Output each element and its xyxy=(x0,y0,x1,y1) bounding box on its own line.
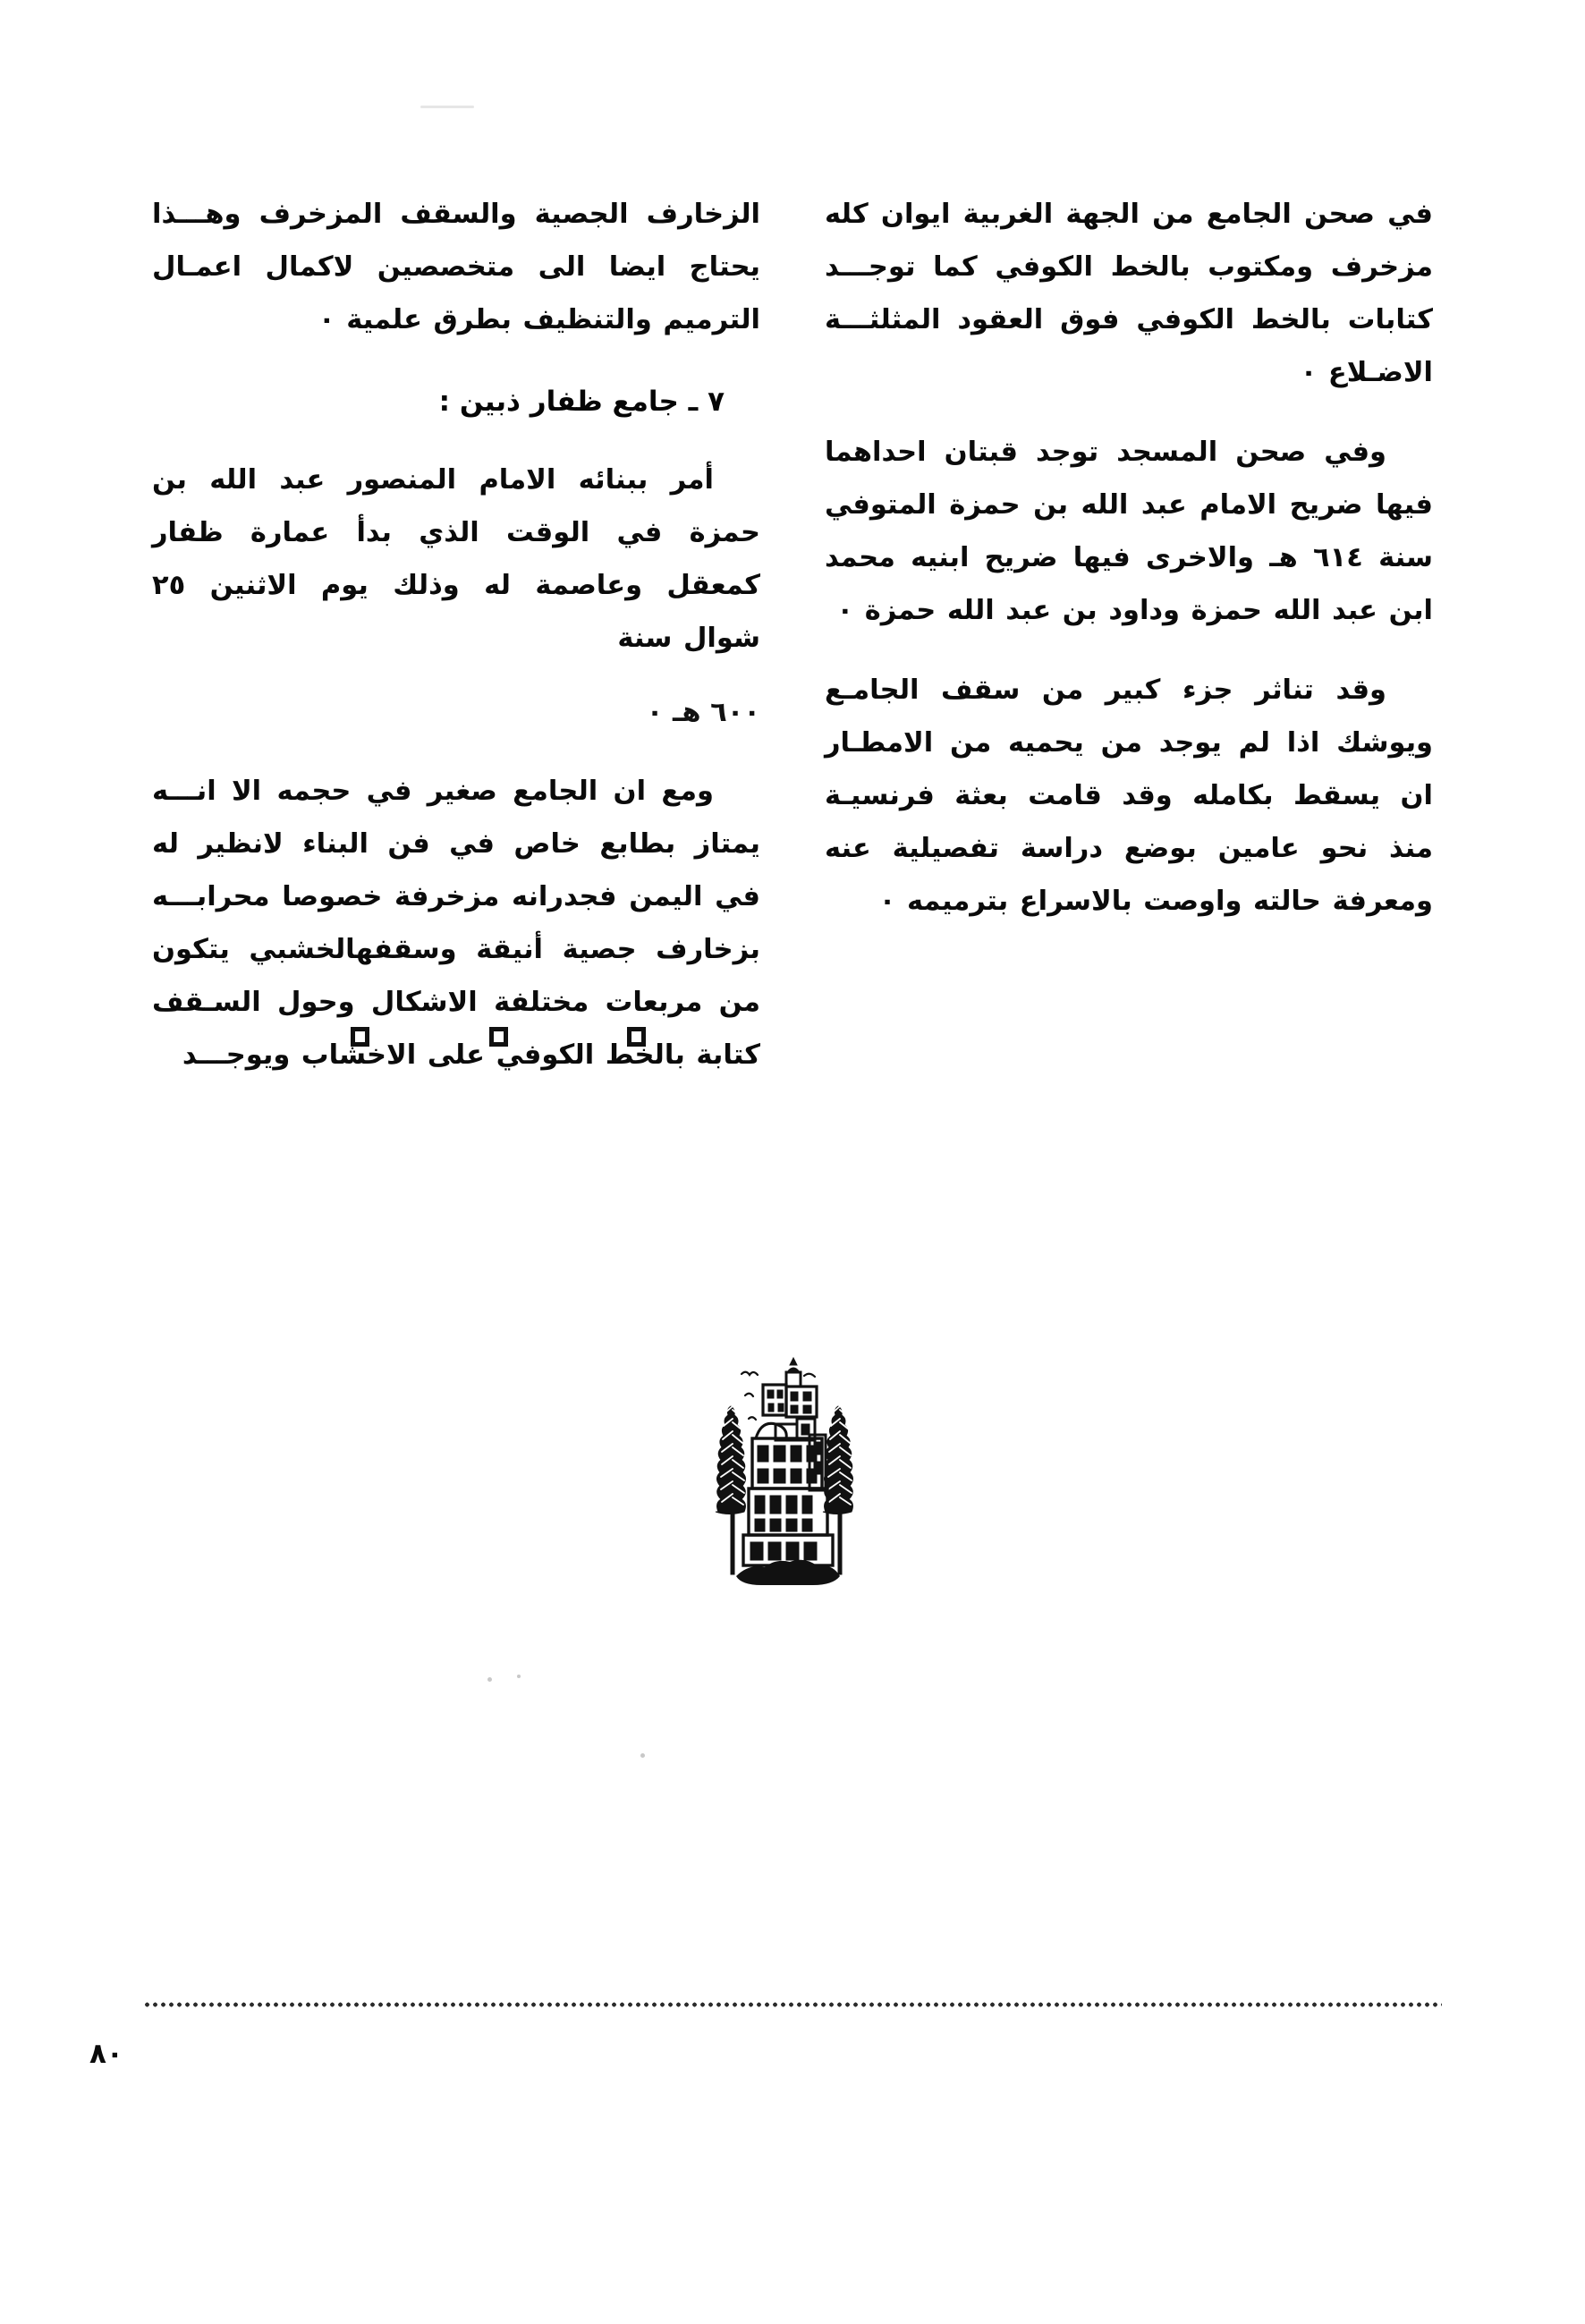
square-ornament-icon xyxy=(489,1027,508,1047)
paragraph: الزخارف الجصية والسقف المزخرف وهـــذا يحتاج ايضا الى متخصصين لاكمال اعمـال الترميم والتنظيف بطرق علمية ٠ xyxy=(152,199,760,335)
tower-house xyxy=(736,1358,840,1585)
paragraph: وفي صحن المسجد توجد قبتان احداهما فيها ضريح الامام عبد الله بن حمزة المتوفي سنة ٦١٤ هـ والاخرى فيها ضريح ابنيه محمد ابن عبد الله حمزة وداود بن عبد الله حمزة ٠ xyxy=(825,437,1434,626)
paragraph: في صحن الجامع من الجهة الغربية ايوان كله مزخرف ومكتوب بالخط الكوفي كما توجـــد كتابات بالخط الكوفي فوق العقود المثلثـــة الاضـلاع ٠ xyxy=(825,199,1433,388)
square-ornament-icon xyxy=(627,1027,646,1047)
scan-speck xyxy=(517,1675,521,1678)
cypress-tree-left xyxy=(716,1394,746,1574)
footer-divider xyxy=(143,2002,1442,2007)
ornament-row xyxy=(351,1027,646,1047)
paragraph: ومع ان الجامع صغير في حجمه الا انـــه يمتاز بطابع خاص في فن البناء لانظير له في اليمن فجدرانه مزخرفة خصوصا محرابـــه بزخارف جصية أنيقة وسقفهالخشبي يتكون من مربعات مختلفة الاشكال وحول السـقف كتابة بالخط الكوفي على الاخشاب ويوجـــد xyxy=(152,776,760,1071)
scan-speck xyxy=(420,106,474,108)
page-number: ٨٠ xyxy=(89,2038,123,2070)
scan-speck xyxy=(640,1753,645,1758)
section-heading: ٧ ـ جامع ظفار ذبين : xyxy=(438,386,725,418)
scan-speck xyxy=(487,1677,492,1682)
paragraph: وقد تناثر جزء كبير من سقف الجامـع ويوشك اذا لم يوجد من يحميه من الامطـار ان يسقط بكامله وقد قامت بعثة فرنسيـة منذ نحو عامين بوضع دراسة تفصيلية عنه ومعرفة حالته واوصت بالاسراع بترميمه ٠ xyxy=(825,674,1433,917)
square-ornament-icon xyxy=(351,1027,369,1047)
hijri-date-line: ٦٠٠ هـ ٠ xyxy=(646,697,760,728)
paragraph: أمر ببنائه الامام المنصور عبد الله بن حمزة في الوقت الذي بدأ عمارة ظفار كمعقل وعاصمة له وذلك يوم الاثنين ٢٥ شوال سنة xyxy=(152,464,760,654)
cypress-tree-right xyxy=(823,1394,853,1574)
right-text-column xyxy=(152,188,760,1108)
left-text-column xyxy=(825,188,1433,954)
text-columns xyxy=(152,188,1433,1108)
tower-house-illustration xyxy=(690,1342,895,1610)
